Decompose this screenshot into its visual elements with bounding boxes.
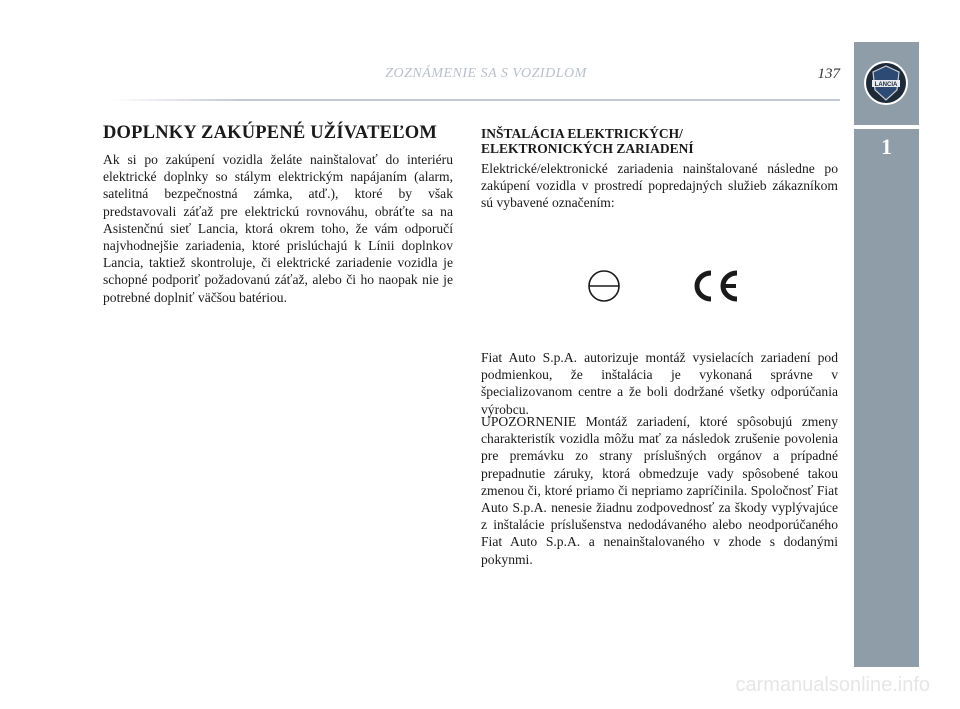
authorization-paragraph: Fiat Auto S.p.A. autorizuje montáž vysielacích zariadení pod podmienkou, že inštalácia je vykonaná správne v špecializovanom centre a že boli dodržané všetky odporúčania výrobcu. — [481, 350, 838, 417]
chapter-sidebar — [854, 42, 919, 667]
authorization-block — [481, 349, 838, 418]
right-column — [481, 126, 838, 212]
section-heading-installation — [481, 126, 838, 156]
accessories-paragraph: Ak si po zakúpení vozidla želáte nainštalovať do interiéru elektrické doplnky so stálym elektrickým napájaním (alarm, satelitná bezpečnostná zámka, atď.), ktoré by však predstavovali záťaž pre elektrickú rovnováhu, obráťte sa na Asistenčnú sieť Lancia, ktorá okrem toho, že vám odporučí najvhodnejšie zariadenia, ktoré prislúchajú k Línii doplnkov Lancia, taktiež skontroluje, či elektrické zariadenie vozidla je schopné podporiť požadovanú záťaž, alebo či ho naopak nie je potrebné doplniť väčšou batériou. — [103, 152, 453, 305]
e-mark-icon — [584, 266, 624, 306]
warning-block — [481, 413, 838, 568]
section-heading-accessories: DOPLNKY ZAKÚPENÉ UŽÍVATEĽOM — [103, 123, 437, 143]
header-divider — [110, 99, 840, 101]
page-number: 137 — [817, 66, 840, 82]
watermark: carmanualsonline.info — [735, 674, 930, 696]
left-column — [103, 123, 453, 306]
installation-intro-paragraph: Elektrické/elektronické zariadenia nainštalované následne po zakúpení vozidla v prostredí popredajných služieb zákazníkom sú vybavené označením: — [481, 161, 838, 211]
certification-marks — [481, 264, 838, 312]
heading-line-1: INŠTALÁCIA ELEKTRICKÝCH/ — [481, 126, 683, 141]
chapter-number: 1 — [881, 134, 892, 159]
heading-line-2: ELEKTRONICKÝCH ZARIADENÍ — [481, 141, 694, 156]
ce-mark-icon — [689, 268, 743, 304]
warning-paragraph: UPOZORNENIE Montáž zariadení, ktoré spôsobujú zmeny charakteristík vozidla môžu mať za následok zrušenie povolenia pre premávku zo strany príslušných orgánov a prípadné prepadnutie záruky, ktorá obmedzuje vady spôsobené takou zmenou či, ktoré priamo či nepriamo zapríčinila. Spoločnosť Fiat Auto S.p.A. nenesie žiadnu zodpovednosť za škody vyplývajúce z inštalácie príslušenstva nedodávaného alebo neodporúčaného Fiat Auto S.p.A. a nenainštalovaného v zhode s dodanými pokynmi. — [481, 414, 838, 567]
logo-wordmark: LANCIA — [874, 81, 898, 88]
sidebar-divider — [854, 125, 919, 129]
running-header-title: ZOZNÁMENIE SA S VOZIDLOM — [385, 66, 587, 81]
lancia-logo-icon — [863, 60, 909, 106]
